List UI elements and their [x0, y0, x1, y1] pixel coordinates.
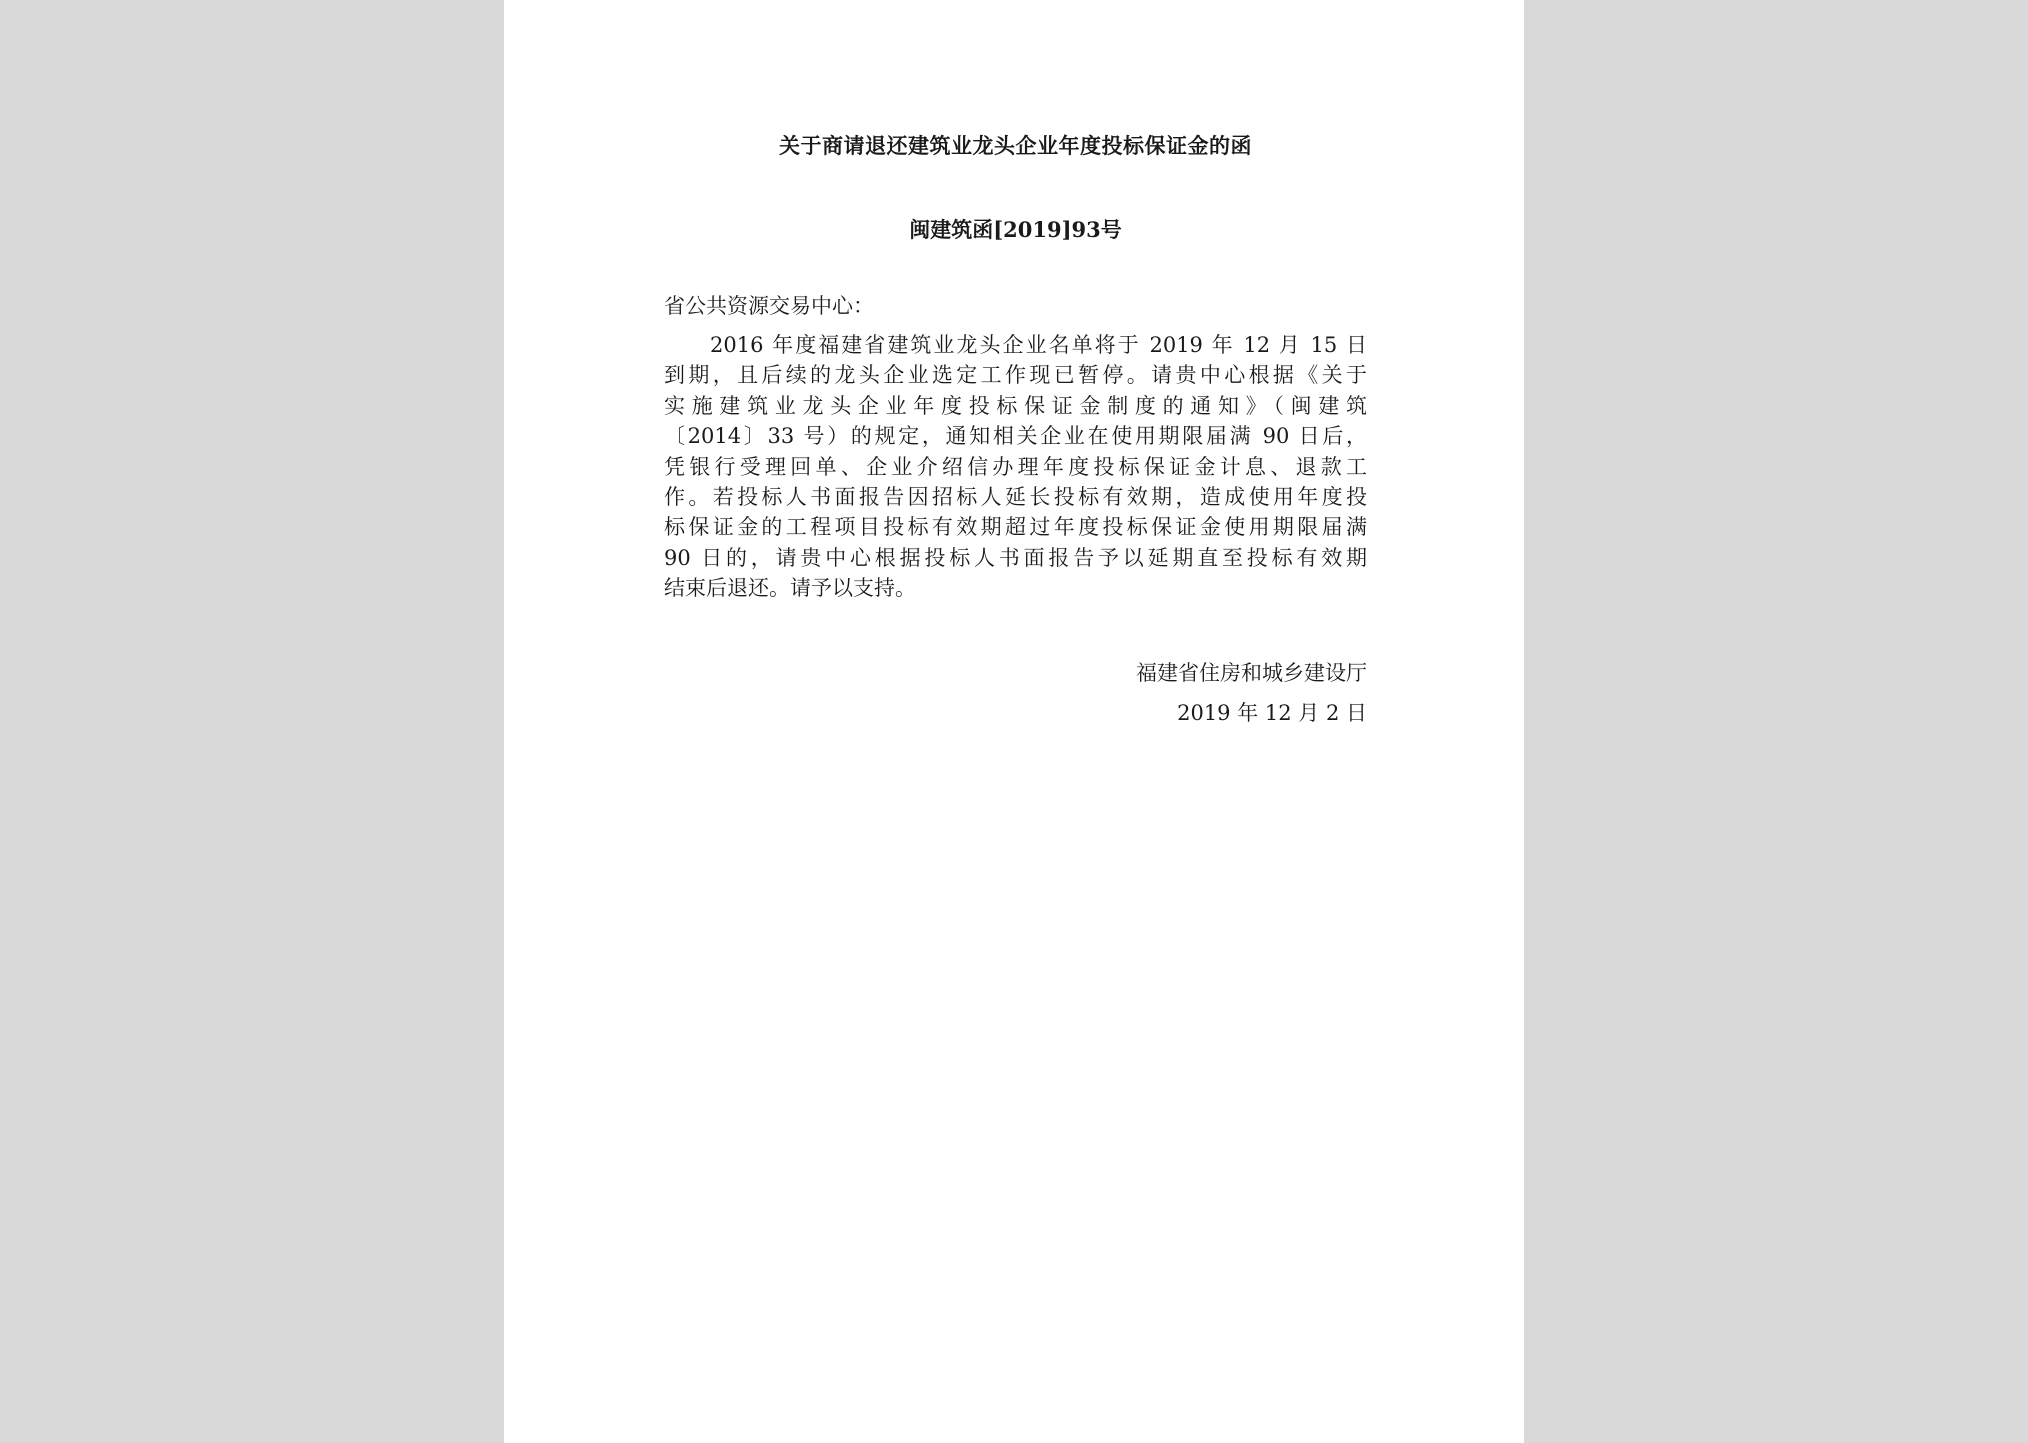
addressee: 省公共资源交易中心： [664, 294, 874, 318]
body-line: 凭银行受理回单、企业介绍信办理年度投标保证金计息、退款工 [664, 454, 1367, 479]
signature-organization: 福建省住房和城乡建设厅 [1136, 660, 1367, 685]
document-content [664, 130, 1367, 729]
body-line: 标保证金的工程项目投标有效期超过年度投标保证金使用期限届满 [664, 515, 1367, 540]
body-line: 实施建筑业龙头企业年度投标保证金制度的通知》（闽建筑 [664, 393, 1367, 418]
body-line: 90 日的，请贵中心根据投标人书面报告予以延期直至投标有效期 [664, 545, 1367, 570]
body-line: 2016 年度福建省建筑业龙头企业名单将于 2019 年 12 月 15 日 [710, 333, 1367, 357]
body-paragraph [664, 330, 1367, 604]
document-number: 闽建筑函[2019]93号 [909, 217, 1122, 242]
document-title: 关于商请退还建筑业龙头企业年度投标保证金的函 [779, 133, 1252, 158]
body-line: 作。若投标人书面报告因招标人延长投标有效期，造成使用年度投 [664, 485, 1367, 510]
signature-date: 2019 年 12 月 2 日 [1177, 700, 1367, 725]
document-page [504, 0, 1524, 1443]
body-line: 〔2014〕33 号）的规定，通知相关企业在使用期限届满 90 日后， [664, 424, 1367, 449]
body-line: 到期，且后续的龙头企业选定工作现已暂停。请贵中心根据《关于 [664, 363, 1367, 388]
body-line: 结束后退还。请予以支持。 [664, 576, 916, 601]
